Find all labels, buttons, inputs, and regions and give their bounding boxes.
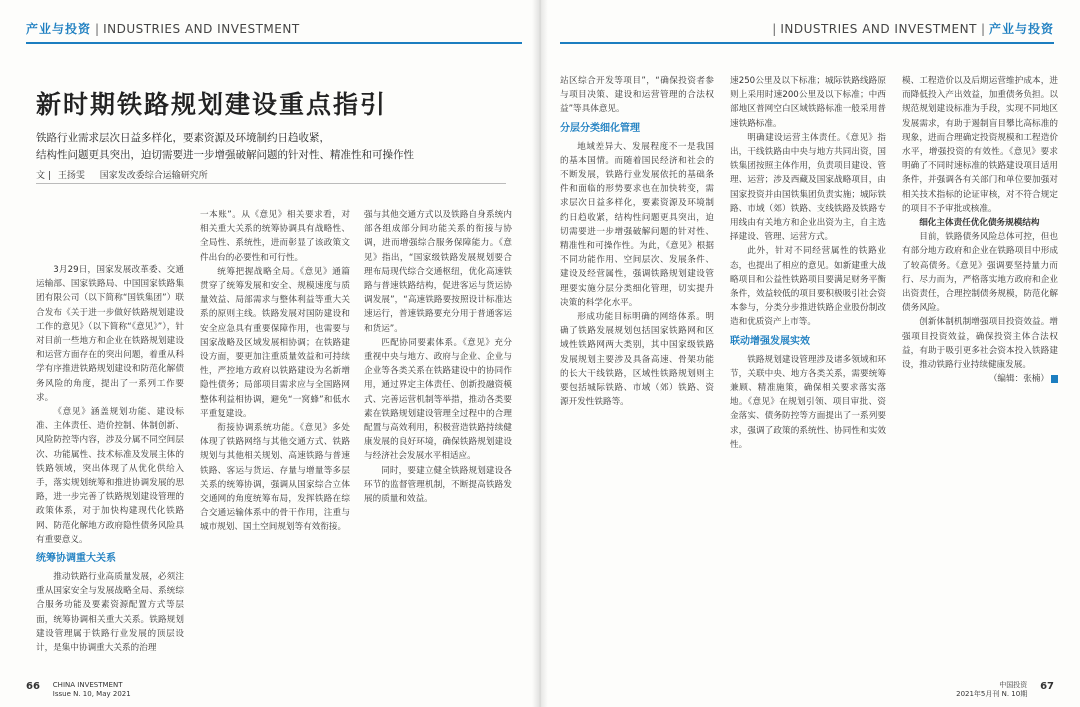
text-column-1 xyxy=(36,263,184,673)
paragraph: 模、工程造价以及后期运营维护成本，进而降低投入产出效益，加重债务负担。以规范规划建设标准为手段，实现不同地区发展需求，有助于遏制盲目攀比高标准的现象，进而合理确定投资规模和工程造价水平，增强投资的有效性。《意见》要求明确了不同时速标准的铁路建设项目适用条件，并强调各有关部门和单位要加强对相关技术指标的论证审核，对不符合规定的项目不予审批或核准。 xyxy=(902,76,1058,214)
paragraph: 衔接协调系统功能。《意见》多处体现了铁路网络与其他交通方式、铁路规划与其他相关规划、高速铁路与普速铁路、客运与货运、存量与增量等多层关系的统筹协调，强调从国家综合立体交通网的角度统筹布局，发挥铁路在综合交通运输体系中的骨干作用，注重与城市规划、国土空间规划等有效衔接。 xyxy=(200,423,350,533)
magazine-issue: 2021年5月刊 N. 10期 xyxy=(956,690,1028,698)
paragraph: 速250公里及以下标准；城际铁路线路原则上采用时速200公里及以下标准；中西部地区普网空白区域铁路标准一般采用普速铁路标准。 xyxy=(730,76,886,129)
editor-credit-text: （编辑：张楠） xyxy=(988,374,1049,385)
paragraph: 地域差异大、发展程度不一是我国的基本国情。而随着国民经济和社会的不断发展，铁路行业发展依托的基础条件和面临的形势要求也在加快转变，需求层次日益多样化，要素资源及环境制约日趋收紧，结构性问题更具突出，迫切需要进一步增强破解问题的针对性、精准性和可操作性。为此，《意见》根据不同功能作用、空间层次、发展条件、建设及经营属性，强调铁路规划建设管理要实施分层分类细化管理，切实提升决策的科学化水平。 xyxy=(560,141,714,308)
paragraph: 创新体制机制增强项目投资效益。增强项目投资效益，确保投资主体合法权益，有助于吸引更多社会资本投入铁路建设，推动铁路行业持续健康发展。 xyxy=(902,317,1058,371)
text-column-5 xyxy=(730,74,886,673)
paragraph: 明确建设运营主体责任。《意见》指出，干线铁路由中央与地方共同出资，国铁集团按照主体作用，负责项目建设、管理、运营；涉及西藏及国家战略项目，由国家投资并由国铁集团负责实施；城际铁路、市域（郊）铁路、支线铁路及铁路专用线由有关地方和企业出资为主，自主选择建设、管理、运营方式。 xyxy=(730,132,886,243)
paragraph: 匹配协同要素体系。《意见》充分重视中央与地方、政府与企业、企业与企业等各类关系在铁路建设中的协同作用，通过界定主体责任、创新投融资模式、完善运营机制等举措，推动各类要素在铁路规划建设管理全过程中的合理配置与高效利用，积极营造铁路持续健康发展的良好环境，确保铁路规划建设与经济社会发展水平相适应。 xyxy=(364,337,512,462)
section-header-left xyxy=(26,21,300,37)
section-name-en: INDUSTRIES AND INVESTMENT xyxy=(780,22,977,36)
magazine-issue: Issue N. 10, May 2021 xyxy=(52,690,131,698)
section-name-cn: 产业与投资 xyxy=(26,22,92,36)
section-separator: | xyxy=(772,22,777,36)
paragraph: 一本账”。从《意见》相关要求看，对相关重大关系的统筹协调具有战略性、全局性、系统性，进而彰显了该政策文件出台的必要性和可行性。 xyxy=(200,210,350,263)
text-column-6 xyxy=(902,74,1058,673)
paragraph: 此外，针对不同经营属性的铁路业态，也提出了相应的意见。如新建重大战略项目和公益性铁路项目要满足财务平衡条件，效益较低的项目要积极吸引社会资本参与，分类分步推进铁路企业股份制改造和优质资产上市等。 xyxy=(730,246,886,328)
author-name: 王扬雯 xyxy=(57,171,85,181)
paragraph: 细化主体责任优化债务规模结构 xyxy=(919,218,1040,229)
page-gutter xyxy=(532,0,548,707)
paragraph: 推动铁路行业高质量发展，必须注重从国家安全与发展战略全局、系统综合服务功能及要素资源配置方式等层面，统筹协调相关重大关系。铁路规划建设管理属于铁路行业发展的顶层设计，是集中协调重大关系的治理 xyxy=(36,572,184,654)
article-title: 新时期铁路规划建设重点指引 xyxy=(36,90,388,119)
byline-rule xyxy=(36,183,506,184)
page-number: 66 xyxy=(26,681,40,692)
paragraph: 统筹把握战略全局。《意见》通篇贯穿了统筹发展和安全、规模速度与质量效益、局部需求与整体利益等重大关系的原则主线。铁路发展对国防建设和安全应急具有重要保障作用，也需要与国家战略及区域发展相协调；在铁路建设方面，要更加注重质量效益和可持续性，严控地方政府以铁路建设为名新增隐性债务；局部项目需求应与全国路网整体利益相协调，避免“一窝蜂”和低水平重复建设。 xyxy=(200,266,350,419)
paragraph: 强与其他交通方式以及铁路自身系统内部各组成部分间功能关系的衔接与协调，进而增强综合服务保障能力。《意见》指出，“国家级铁路发展规划要合理布局现代综合交通枢纽，优化高速铁路与普速铁路结构，促进客运与货运协调发展”，“高速铁路要按照设计标准达速运行，普速铁路要充分用于普通客运和货运”。 xyxy=(364,210,512,334)
deck-line: 结构性问题更具突出，迫切需要进一步增强破解问题的针对性、精准性和可操作性 xyxy=(36,149,414,161)
section-separator: | xyxy=(980,22,985,36)
magazine-name: CHINA INVESTMENT xyxy=(52,681,123,689)
subheading: 分层分类细化管理 xyxy=(560,122,640,134)
subheading: 统筹协调重大关系 xyxy=(36,553,116,565)
end-mark-icon xyxy=(1051,375,1058,383)
byline-prefix: 文 xyxy=(36,171,46,181)
byline xyxy=(36,168,208,181)
section-name-cn: 产业与投资 xyxy=(988,22,1054,36)
header-rule xyxy=(560,42,1054,44)
text-column-3 xyxy=(364,208,512,673)
paragraph: 站区综合开发等项目”，“确保投资者参与项目决策、建设和运营管理的合法权益”等具体意见。 xyxy=(560,76,714,115)
paragraph: 形成功能目标明确的网络体系。明确了铁路发展规划包括国家铁路网和区域性铁路网两大类别，其中国家级铁路发展规划主要涉及具备高速、骨架功能的长大干线铁路，区域性铁路规划则主要包括城际铁路、市域（郊）铁路、资源开发性铁路等。 xyxy=(560,312,714,408)
right-page xyxy=(540,0,1080,707)
deck-line: 铁路行业需求层次日益多样化，要素资源及环境制约日趋收紧， xyxy=(36,132,330,144)
footer-right xyxy=(956,681,1054,699)
text-column-2 xyxy=(200,208,350,673)
paragraph: 目前，铁路债务风险总体可控，但也有部分地方政府和企业在铁路项目中形成了较高债务。《意见》强调要坚持量力而行、尽力而为，严格落实地方政府和企业出资责任，合理控制债务规模，防范化解债务风险。 xyxy=(902,232,1058,314)
page-number: 67 xyxy=(1040,681,1054,692)
subheading: 联动增强发展实效 xyxy=(730,335,810,347)
paragraph: 铁路规划建设管理涉及诸多领域和环节，关联中央、地方各类关系，需要统筹兼顾、精准施策，确保相关要求落实落地。《意见》在规划引领、项目审批、资金落实、债务防控等方面提出了一系列要求，强调了政策的系统性、协同性和实效性。 xyxy=(730,354,886,450)
magazine-info xyxy=(53,681,131,699)
magazine-name: 中国投资 xyxy=(999,681,1028,689)
section-name-en: INDUSTRIES AND INVESTMENT xyxy=(103,22,300,36)
article-deck xyxy=(36,130,506,164)
header-rule xyxy=(26,42,522,44)
author-affiliation: 国家发改委综合运输研究所 xyxy=(99,171,208,181)
editor-credit xyxy=(902,372,1058,386)
paragraph: 《意见》涵盖规划功能、建设标准、主体责任、造价控制、体制创新、风险防控等内容，涉及分属不同空间层次、功能属性、技术标准及发展主体的铁路领域，突出体现了从优化供给入手，落实规划统筹和推进协调发展的思路，进一步完善了铁路规划建设管理的政策体系，对于加快构建现代化铁路网、防范化解地方政府隐性债务风险具有重要意义。 xyxy=(36,407,184,545)
paragraph: 同时，要建立健全铁路规划建设各环节的监督管理机制，不断提高铁路发展的质量和效益。 xyxy=(364,465,512,505)
byline-separator: | xyxy=(47,171,51,181)
magazine-info xyxy=(956,681,1027,699)
paragraph: 3月29日，国家发展改革委、交通运输部、国家铁路局、中国国家铁路集团有限公司（以下简称“国铁集团”）联合发布《关于进一步做好铁路规划建设工作的意见》（以下简称“《意见》”），针对目前一些地方和企业在铁路规划建设和运营方面存在的突出问题，着重从科学有序推进铁路规划建设和防范化解债务风险的角度，提出了一系列工作要求。 xyxy=(36,265,184,403)
section-header-right xyxy=(768,21,1054,37)
footer-left xyxy=(26,681,131,699)
section-separator: | xyxy=(95,22,100,36)
text-column-4 xyxy=(560,74,714,673)
